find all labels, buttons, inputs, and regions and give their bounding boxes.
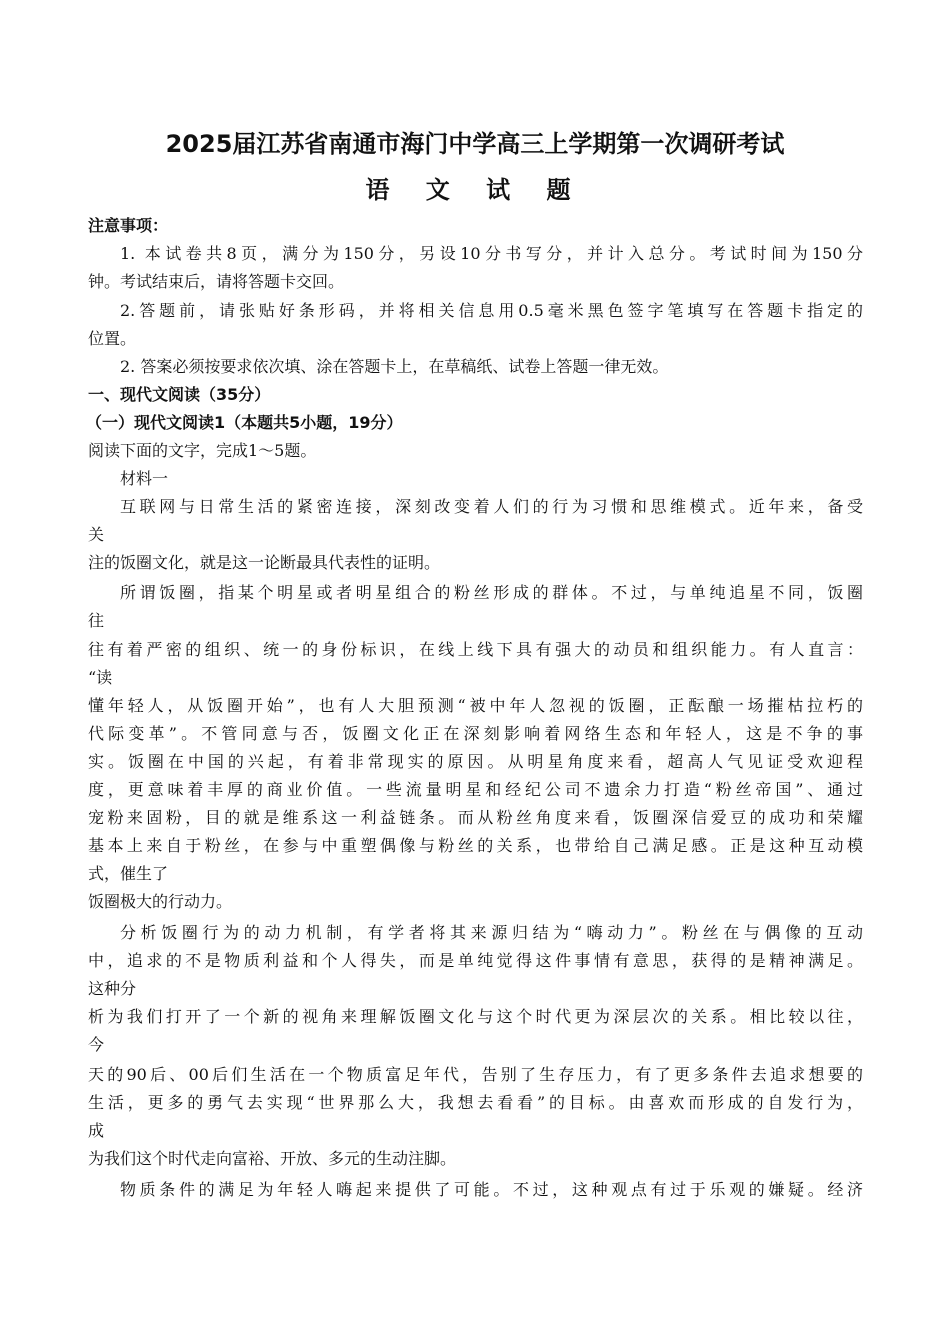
passage-line: 代际变革”。不管同意与否，饭圈文化正在深刻影响着网络生态和年轻人，这是不争的事 — [88, 724, 863, 743]
passage-line: 往有着严密的组织、统一的身份标识，在线上线下具有强大的动员和组织能力。有人直言： — [88, 640, 863, 659]
notice-line: 1. 本试卷共8页，满分为150分，另设10分书写分，并计入总分。考试时间为150分 — [120, 244, 863, 263]
passage-line: 往 — [88, 611, 105, 630]
notice-heading: 注意事项： — [88, 216, 169, 235]
notice-line: 钟。考试结束后，请将答题卡交回。 — [88, 272, 345, 291]
passage-line: 成 — [88, 1121, 105, 1140]
passage-line: 基本上来自于粉丝，在参与中重塑偶像与粉丝的关系，也带给自己满足感。正是这种互动模 — [88, 836, 863, 855]
passage-line: 生活，更多的勇气去实现“世界那么大，我想去看看”的目标。由喜欢而形成的自发行为， — [88, 1093, 863, 1112]
instruction-text: 阅读下面的文字，完成1～5题。 — [88, 441, 317, 460]
subject-title: 语 文 试 题 — [365, 176, 585, 204]
passage-line: 实。饭圈在中国的兴起，有着非常现实的原因。从明星角度来看，超高人气见证受欢迎程 — [88, 752, 863, 771]
material-label: 材料一 — [120, 469, 169, 488]
passage-line: 宠粉来固粉，目的就是维系这一利益链条。而从粉丝角度来看，饭圈深信爱豆的成功和荣耀 — [88, 808, 863, 827]
passage-line: 式，催生了 — [88, 864, 169, 883]
sub-section-heading: （一）现代文阅读1（本题共5小题，19分） — [86, 413, 403, 432]
passage-line: 分析饭圈行为的动力机制，有学者将其来源归结为“嗨动力”。粉丝在与偶像的互动 — [120, 923, 863, 942]
passage-line: 所谓饭圈，指某个明星或者明星组合的粉丝形成的群体。不过，与单纯追星不同，饭圈 — [120, 583, 863, 602]
passage-line: 这种分 — [88, 979, 137, 998]
passage-line: 度，更意味着丰厚的商业价值。一些流量明星和经纪公司不遗余力打造“粉丝帝国”、通过 — [88, 780, 863, 799]
passage-line: 懂年轻人，从饭圈开始”，也有人大胆预测“被中年人忽视的饭圈，正酝酿一场摧枯拉朽的 — [88, 696, 863, 715]
passage-line: 今 — [88, 1035, 105, 1054]
passage-line: 关 — [88, 525, 105, 544]
passage-line: 互联网与日常生活的紧密连接，深刻改变着人们的行为习惯和思维模式。近年来，备受 — [120, 497, 863, 516]
notice-line: 2. 答案必须按要求依次填、涂在答题卡上，在草稿纸、试卷上答题一律无效。 — [120, 357, 669, 376]
section-heading: 一、现代文阅读（35分） — [88, 385, 271, 404]
passage-line: “读 — [88, 668, 113, 687]
passage-line: 为我们这个时代走向富裕、开放、多元的生动注脚。 — [88, 1149, 457, 1168]
passage-line: 中，追求的不是物质利益和个人得失，而是单纯觉得这件事情有意思，获得的是精神满足。 — [88, 951, 863, 970]
notice-line: 2.答题前，请张贴好条形码，并将相关信息用0.5毫米黑色签字笔填写在答题卡指定的 — [120, 301, 863, 320]
passage-line: 饭圈极大的行动力。 — [88, 892, 233, 911]
passage-line: 天的90后、00后们生活在一个物质富足年代，告别了生存压力，有了更多条件去追求想要的 — [88, 1065, 863, 1084]
passage-line: 析为我们打开了一个新的视角来理解饭圈文化与这个时代更为深层次的关系。相比较以往， — [88, 1007, 863, 1026]
passage-line: 物质条件的满足为年轻人嗨起来提供了可能。不过，这种观点有过于乐观的嫌疑。经济 — [120, 1180, 863, 1199]
passage-line: 注的饭圈文化，就是这一论断最具代表性的证明。 — [88, 553, 441, 572]
notice-line: 位置。 — [88, 329, 137, 348]
exam-title: 2025届江苏省南通市海门中学高三上学期第一次调研考试 — [165, 130, 785, 158]
